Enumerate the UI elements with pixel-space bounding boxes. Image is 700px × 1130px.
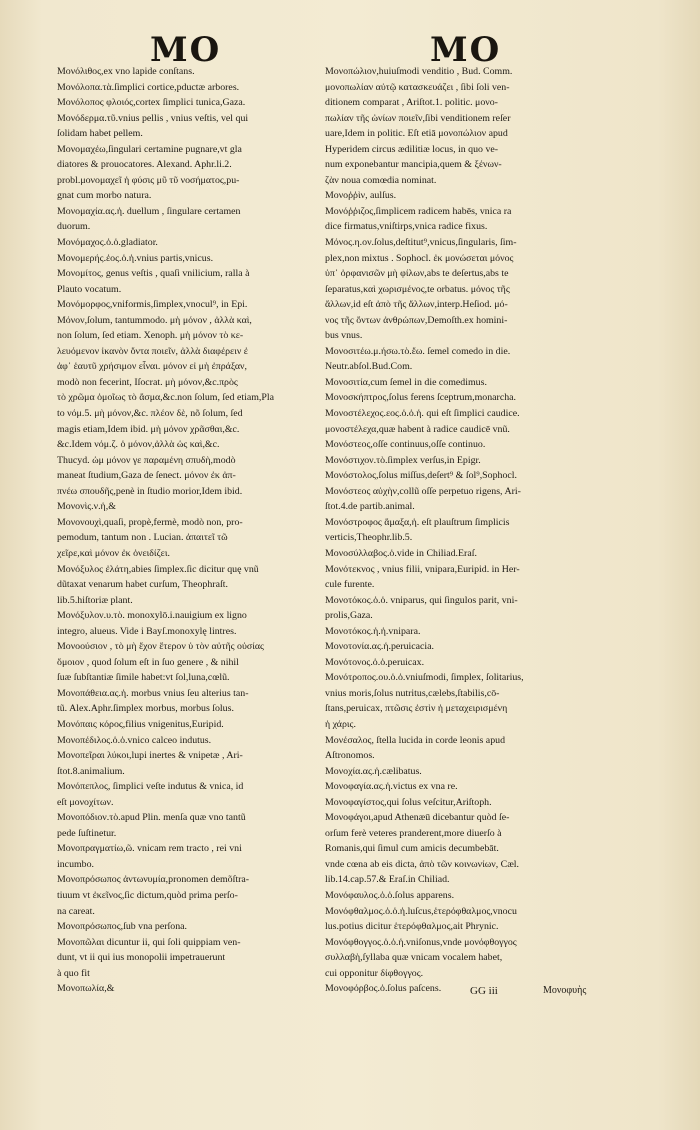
text-line: ἡ χάρις. — [325, 718, 356, 730]
text-line: Μονοχία.ας.ἡ.cælibatus. — [325, 765, 422, 777]
text-line: Μονονουχὶ,quaſi, propè,fermè, modò non, pro- — [57, 516, 243, 528]
text-line: Μονόστιχον.τὸ.ſimplex verſus,in Epigr. — [325, 454, 481, 466]
text-line: verticis,Theophr.lib.5. — [325, 532, 413, 544]
text-line: Μονόῤῥιζος,ſimplicem radicem habēs, vnica ra — [325, 205, 512, 217]
text-line: uare,Idem in politic. Eſt etiā μονοπώλιον apud — [325, 128, 508, 140]
text-line: Μονόξυλον.υ.τὸ. monoxylō.i.nauigium ex ligno — [57, 610, 247, 622]
text-line: Μονόπεπλος, ſimplici veſte indutus & vnica, id — [57, 781, 244, 793]
text-line: ſtot.8.animalium. — [57, 765, 125, 777]
text-line: na careat. — [57, 905, 95, 917]
text-line: Thucyd. ὡμ μόνον γε παραμένη σπυδὴ,modò — [57, 454, 236, 466]
signature-mark: GG iii — [470, 985, 498, 997]
text-line: dice firmatus,vniſtirps,vnica radice fixus. — [325, 221, 488, 233]
text-line: lib.5.hiſtoriæ plant. — [57, 594, 133, 606]
running-header-left: MO — [150, 30, 222, 70]
text-line: maneat ſtudium,Gaza de ſenect. μόνον ἐκ ἀπ- — [57, 470, 236, 482]
text-line: ſeparatus,καὶ χωρισμένος,te orbatus. μόνος τῆς — [325, 283, 510, 295]
text-line: eſt μονοχίτων. — [57, 796, 114, 808]
text-line: Μονόφθογγος.ὁ.ὁ.ἡ.vniſonus,vnde μονόφθογγος — [325, 936, 517, 948]
text-line: lus.potius dicitur ἑτερόφθαλμος,ait Phrynic. — [325, 921, 499, 933]
text-line: ſuæ ſubſtantiæ ſimile habet:vt ſol,luna,cœlũ. — [57, 672, 230, 684]
text-line: plex,non mixtus . Sophocl. ἐκ μονώσεται μόνος — [325, 252, 514, 264]
text-line: μονοπωλίαν αὐτῷ κατασκευάζει , ſibi ſoli ven- — [325, 81, 510, 93]
text-line: Μονοῤῥὶν, aulſus. — [325, 190, 397, 202]
text-line: vnius moris,ſolus nutritus,cælebs,ſtabilis,cō- — [325, 687, 500, 699]
text-line: Μονόλιθος,ex vno lapide conſtans. — [57, 66, 195, 77]
text-line: integro, alueus. Vide i Bayſ.monoxylę lintres. — [57, 625, 237, 637]
text-line: Μονότροπος.ου.ὁ.ὁ.vniuſmodi, ſimplex, ſolitarius, — [325, 672, 524, 684]
text-line: Μονοπωλία,& — [57, 983, 115, 995]
text-line: cule furente. — [325, 579, 375, 591]
text-line: ſtot.4.de partib.animal. — [325, 501, 415, 513]
text-line: Μονοτονία.ας.ἡ.peruicacia. — [325, 641, 435, 653]
text-line: Μονόφθαλμος.ὁ.ὁ.ἡ.luſcus,ἑτερόφθαλμος,vnocu — [325, 905, 517, 917]
text-line: Μόνος.η.ον.ſolus,deſtitut⁹,vnicus,ſingularis, ſim- — [325, 237, 517, 249]
text-line: prolis,Gaza. — [325, 610, 373, 622]
text-line: Μονόλοπα.τὰ.ſimplici cortice,pductæ arbores. — [57, 81, 240, 93]
text-line: num exponebantur mancipia,quem & ξένων- — [325, 159, 502, 171]
text-line: Μονοτόκος.ὁ.ὁ. vniparus, qui ſingulos parit, vni- — [325, 594, 518, 606]
text-line: Μονοφαγία.ας.ἡ.victus ex vna re. — [325, 781, 458, 793]
text-line: Μονομαχέω,ſingulari certamine pugnare,vt gla — [57, 143, 242, 155]
text-line: vnde cœna ab eis dicta, ἀπὸ τῶν κοινωνίων, Cæl. — [325, 858, 520, 870]
text-line: Μονοπώλιον,huiuſmodi venditio , Bud. Comm. — [325, 66, 513, 77]
text-line: Μονόμορφος,vniformis,ſimplex,vnocul⁹, in Epi. — [57, 299, 248, 311]
text-line: Μονοσιτέω.μ.ήσω.τὸ.ἔω. ſemel comedo in die. — [325, 345, 511, 357]
text-line: Μονοούσιον , τὸ μὴ ἔχον ἕτερον ὑ τὸν αὐτῆς οὐσίας — [57, 641, 264, 653]
text-line: magis etiam,Idem ibid. μὴ μόνον χρᾶσθαι,&c. — [57, 423, 240, 435]
text-line: ἀφ᾽ ἑαυτῦ χρήσιμον εἶναι. μόνον εἰ μὴ ἐπράξαν, — [57, 361, 247, 373]
text-line: Μονόξυλος ἐλάτη,abies ſimplex.ſic dicitur quę vnũ — [57, 563, 259, 575]
text-line: Μονόπαις κόρος,filius vnigenitus,Euripid. — [57, 718, 224, 730]
text-line: Μονοπάθεια.ας.ἡ. morbus vnius ſeu alterius tan- — [57, 687, 249, 699]
text-line: Μονοφάγοι,apud Athenæū dicebantur quòd ſe- — [325, 812, 510, 824]
text-line: ζὰν noua comœdia nominat. — [325, 174, 437, 186]
text-line: &c.Idem νόμ.ζ. ὁ μόνον,ἀλλὰ ὡς καὶ,&c. — [57, 439, 220, 451]
text-line: Μονότονος.ὁ.ὁ.peruicax. — [325, 656, 425, 668]
catchword: Μονοφυὴς — [543, 985, 587, 996]
text-line: μονοστέλεχα,quæ habent à radice caudicē vnũ. — [325, 423, 510, 435]
text-line: Μονοπῶλαι dicuntur ii, qui ſoli quippiam ven- — [57, 936, 241, 948]
text-line: Μονοπραγματίω,ῶ. vnicam rem tracto , rei vni — [57, 843, 242, 855]
text-line: Neutr.abſol.Bud.Com. — [325, 361, 413, 373]
text-line: Μόνον,ſolum, tantummodo. μὴ μόνον , ἀλλὰ καὶ, — [57, 314, 252, 326]
text-line: lib.14.cap.57.& Eraſ.in Chiliad. — [325, 874, 450, 886]
text-line: Μονόφαυλος.ὁ.ὁ.ſolus apparens. — [325, 889, 455, 901]
text-line: orſum ferè veteres pranderent,more diuerſo à — [325, 827, 502, 839]
text-line: à quo fit — [57, 967, 90, 979]
text-line: Μονομίτος, genus veſtis , quaſi vnilicium, ralla à — [57, 268, 250, 280]
text-line: Μονόστεος αὐχὴν,collũ oſſe perpetuo rigens, Ari- — [325, 485, 521, 497]
right-column — [325, 64, 587, 997]
text-line: cui opponitur δίφθογγος. — [325, 967, 424, 979]
text-line: Μονόλοπος φλοιός,cortex ſimplici tunica,Gaza. — [57, 97, 246, 109]
text-line: λευόμενον ἱκανὸν ὄντα ποιεῖν, ἀλλὰ διαφέρειν ἐ — [57, 345, 248, 357]
text-line: Μονοπέδιλος.ὁ.ὁ.vnico calceo indutus. — [57, 734, 212, 746]
running-header-right: MO — [430, 30, 502, 70]
text-line: Μονοπόδιον.τὸ.apud Plin. menſa quæ vno tantũ — [57, 812, 246, 824]
text-line: ſolidam habet pellem. — [57, 128, 143, 140]
text-line: Μονοσιτία,cum ſemel in die comedimus. — [325, 376, 487, 388]
text-line: ὑπ᾽ ὀρφανισῶν μὴ φίλων,abs te deſertus,abs te — [325, 268, 509, 280]
text-line: probl.μονομαχεῖ ἡ φύσις μῦ τῦ νοσήματος,pu- — [57, 174, 240, 186]
text-line: νος τῆς ὄντων ἀνθρώπων,Demoſth.ex homini- — [325, 314, 508, 326]
text-line: τὸ χρῶμα ὁμοῖως τὸ ἄσμα,&c.non ſolum, ſed etiam,Pla — [57, 392, 274, 404]
text-line: χεῖρε,καὶ μόνον ἐκ ὀνειδίζει. — [57, 547, 170, 559]
text-line: Μονότεκνος , vnius filii, vnipara,Euripid. in Her- — [325, 563, 520, 575]
text-line: Μονοπρόσωπος,ſub vna perſona. — [57, 921, 187, 933]
text-line: pede ſuſtinetur. — [57, 827, 117, 839]
text-line: ἄλλων,id eſt ἀπὸ τῆς ἄλλων,interp.Heſiod. μό- — [325, 299, 508, 311]
text-line: πνέω σπουδῆς,penè in ſtudio morior,Idem ibid. — [57, 485, 243, 497]
text-line: to νόμ.5. μὴ μόνον,&c. πλέον δὲ, nõ ſolum, ſed — [57, 408, 243, 420]
text-line: bus vnus. — [325, 330, 363, 342]
text-line: diatores & prouocatores. Alexand. Aphr.li.2. — [57, 159, 232, 171]
text-line: Μονοτόκος.ἡ.ἡ.vnipara. — [325, 625, 421, 637]
text-line: Μονόστροφος ἅμαξα,ἡ. eſt plauſtrum ſimplicis — [325, 516, 510, 528]
text-line: Μονόμαχος.ὁ.ὁ.gladiator. — [57, 237, 158, 249]
text-line: Μονοσύλλαβος.ὁ.vide in Chiliad.Eraſ. — [325, 547, 477, 559]
text-line: non ſolum, ſed etiam. Xenoph. μὴ μόνον τὸ κε- — [57, 330, 244, 342]
text-line: Μονέσαλος, ſtella lucida in corde leonis apud — [325, 734, 506, 746]
text-line: Plauto vocatum. — [57, 283, 122, 295]
text-line: Aſtronomos. — [325, 750, 375, 762]
text-line: Hyperidem circus ædilitiæ locus, in quo ve- — [325, 143, 499, 155]
text-line: Μονοπρόσωπος ἀντωνυμία,pronomen demõſtra- — [57, 874, 250, 886]
text-line: Μονόστολος,ſolus miſſus,deſert⁹ & ſol⁹,Sophocl. — [325, 470, 518, 482]
text-line: συλλαβὴ,ſyllaba quæ vnicam vocalem habet, — [325, 952, 503, 964]
text-line: Μονονὶς.ν.ἡ,& — [57, 501, 116, 513]
text-line: ſtans,peruicax, πτῶσις ἐστὶν ἡ μεταχειρισμένη — [325, 703, 508, 715]
text-line: tũ. Alex.Aphr.ſimplex morbus, morbus ſolus. — [57, 703, 234, 715]
text-line: incumbo. — [57, 858, 95, 870]
text-line: Μονοφόρβος.ὁ.ſolus paſcens. — [325, 983, 442, 995]
text-line: gnat cum morbo natura. — [57, 190, 152, 202]
text-line: Μονοφαγίστος,qui ſolus veſcitur,Ariſtoph. — [325, 796, 492, 808]
text-line: ὅμοιον , quod ſolum eſt in ſuo genere , & nihil — [57, 656, 239, 668]
text-line: Μονοπεῖραι λύκοι,lupi inertes & vnipetæ , Ari- — [57, 750, 243, 762]
text-line: Μονόστεος,oſſe continuus,oſſe continuo. — [325, 439, 486, 451]
left-column — [57, 64, 319, 997]
text-line: πωλίαν τῆς ὠνίων ποιεῖν,ſibi venditionem reſer — [325, 112, 511, 124]
text-line: Μονόδερμα.τῦ.vnius pellis , vnius veſtis, vel qui — [57, 112, 249, 124]
text-line: Μονομερής.ἐος.ὁ.ἡ.vnius partis,vnicus. — [57, 252, 214, 264]
text-line: tiuum vt ἐκεῖνος,ſic dictum,quòd prima perſo- — [57, 889, 238, 901]
text-line: duorum. — [57, 221, 91, 233]
text-line: pemodum, tantum non . Lucian. ἀπαιτεῖ τῶ — [57, 532, 228, 544]
text-line: dũtaxat venarum habet curſum, Theophraſt. — [57, 579, 228, 591]
text-line: modò non fecerint, Iſocrat. μὴ μόνον,&c.πρὸς — [57, 376, 238, 388]
text-line: ditionem comparat , Ariſtot.1. politic. μονο- — [325, 97, 498, 109]
text-line: dunt, vt ii qui ius monopolii impetrauerunt — [57, 952, 226, 964]
text-line: Romanis,qui ſimul cum amicis decumbebāt. — [325, 843, 499, 855]
text-line: Μονομαχία.ας.ἡ. duellum , ſingulare certamen — [57, 205, 241, 217]
text-line: Μονοσκήπτρος,ſolus ferens ſceptrum,monarcha. — [325, 392, 517, 404]
text-line: Μονοστέλεχος.εος.ὁ.ὁ.ἡ. qui eſt ſimplici caudice. — [325, 408, 520, 420]
